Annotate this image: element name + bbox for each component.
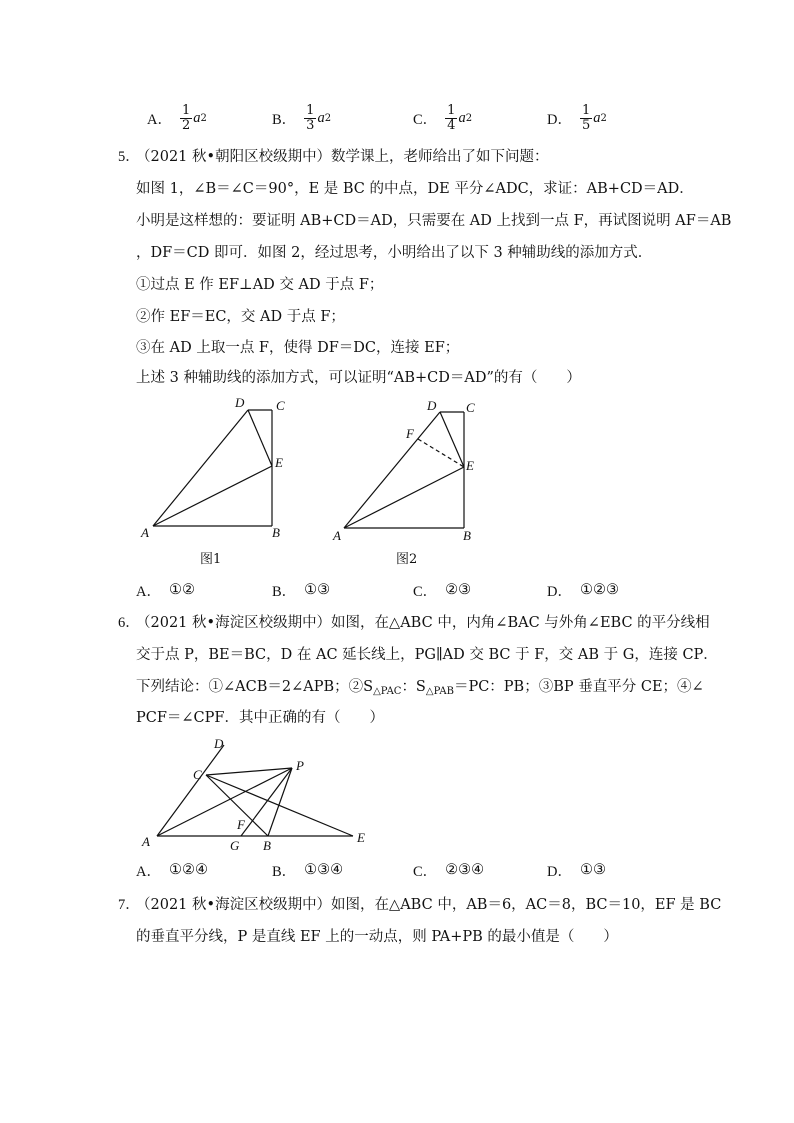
label-d: D bbox=[427, 398, 437, 413]
option-text: ①②③ bbox=[579, 582, 619, 598]
label-g: G bbox=[230, 838, 240, 853]
label-e: E bbox=[357, 830, 365, 845]
option-text: ①③ bbox=[579, 862, 606, 878]
variable: a bbox=[593, 109, 601, 126]
option-text: ①② bbox=[168, 582, 195, 598]
q7-number: 7． bbox=[118, 897, 140, 913]
variable: a bbox=[317, 109, 325, 126]
option-text: ①③④ bbox=[304, 862, 344, 878]
option-text: ②③④ bbox=[445, 862, 485, 878]
option-letter: B． bbox=[272, 111, 297, 128]
option-text: ①②④ bbox=[168, 862, 208, 878]
q5-item-2: ②作 EF＝EC，交 AD 于点 F； bbox=[136, 309, 345, 325]
option-letter: A． bbox=[147, 111, 172, 128]
q6-line-3-part-a: 下列结论：①∠ACB＝2∠APB；②S bbox=[136, 679, 374, 695]
segment-ad bbox=[157, 745, 224, 836]
variable: a bbox=[458, 109, 466, 126]
exponent: 2 bbox=[600, 112, 607, 124]
option-letter: C． bbox=[413, 583, 438, 600]
label-e: E bbox=[466, 458, 474, 473]
option-letter: A． bbox=[136, 863, 161, 880]
label-c: C bbox=[466, 400, 475, 415]
label-f: F bbox=[237, 817, 245, 832]
label-a: A bbox=[141, 525, 149, 540]
label-c: C bbox=[193, 767, 202, 782]
option-letter: B． bbox=[272, 583, 297, 600]
option-letter: D． bbox=[547, 863, 572, 880]
option-letter: D． bbox=[547, 111, 572, 128]
q6-line-2: 交于点 P，BE＝BC，D 在 AC 延长线上，PG∥AD 交 BC 于 F，交 AB 于 G，连接 CP． bbox=[136, 647, 718, 663]
label-d: D bbox=[214, 736, 224, 751]
label-d: D bbox=[235, 395, 245, 410]
variable: a bbox=[193, 109, 201, 126]
fraction-denominator: 5 bbox=[581, 117, 591, 133]
label-a: A bbox=[333, 528, 341, 543]
q6-line-3-sub-1: △PAC bbox=[373, 686, 402, 697]
option-letter: C． bbox=[413, 863, 438, 880]
fraction-denominator: 3 bbox=[306, 117, 315, 133]
q6-option-d[interactable] bbox=[547, 859, 606, 881]
q5-item-3: ③在 AD 上取一点 F，使得 DF＝DC，连接 EF； bbox=[136, 340, 460, 356]
label-a: A bbox=[142, 834, 150, 849]
fraction-denominator: 4 bbox=[447, 117, 456, 133]
q6-line-4: PCF＝∠CPF．其中正确的有（ ） bbox=[136, 710, 384, 726]
q6-option-b[interactable] bbox=[272, 859, 343, 881]
exponent: 2 bbox=[465, 112, 473, 124]
q6-line-3-part-c: ＝PC：PB；③BP 垂直平分 CE；④∠ bbox=[453, 679, 704, 695]
q5-item-1: ①过点 E 作 EF⊥AD 交 AD 于点 F； bbox=[136, 277, 384, 293]
q7-line-2: 的垂直平分线，P 是直线 EF 上的一动点，则 PA+PB 的最小值是（ ） bbox=[136, 929, 618, 945]
fraction-denominator: 2 bbox=[181, 117, 191, 133]
q7-line-1: （2021 秋•海淀区校级期中）如图，在△ABC 中，AB＝6，AC＝8，BC＝10，EF 是 BC bbox=[136, 897, 722, 913]
exponent: 2 bbox=[200, 112, 207, 124]
option-letter: B． bbox=[272, 863, 297, 880]
label-b: B bbox=[272, 525, 280, 540]
q6-line-3-sub-2: △PAB bbox=[425, 686, 454, 697]
option-letter: D． bbox=[547, 583, 572, 600]
q5-line-3: ，DF＝CD 即可．如图 2，经过思考，小明给出了以下 3 种辅助线的添加方式． bbox=[136, 245, 653, 261]
option-text: ①③ bbox=[304, 582, 331, 598]
q5-figure-2-caption: 图2 bbox=[396, 552, 418, 567]
q5-figure-1-caption: 图1 bbox=[200, 552, 222, 567]
exponent: 2 bbox=[324, 112, 332, 124]
fraction-numerator: 1 bbox=[447, 102, 456, 118]
option-letter: A． bbox=[136, 583, 161, 600]
q5-number: 5． bbox=[118, 149, 140, 165]
label-f: F bbox=[406, 426, 414, 441]
label-b: B bbox=[263, 838, 271, 853]
q5-question: 上述 3 种辅助线的添加方式，可以证明“AB+CD＝AD”的有（ ） bbox=[136, 370, 581, 386]
fraction-numerator: 1 bbox=[581, 102, 591, 118]
fraction-numerator: 1 bbox=[181, 102, 191, 118]
segment-gp bbox=[241, 768, 292, 836]
q6-option-c[interactable] bbox=[413, 859, 484, 881]
fraction-numerator: 1 bbox=[306, 102, 315, 118]
q5-line-2: 小明是这样想的：要证明 AB+CD＝AD，只需要在 AD 上找到一点 F，再试图说明 AF＝AB bbox=[136, 213, 732, 229]
option-letter: C． bbox=[413, 111, 438, 128]
q6-number: 6． bbox=[118, 615, 140, 631]
q5-line-1: 如图 1，∠B＝∠C＝90°，E 是 BC 的中点，DE 平分∠ADC，求证：AB+CD＝AD． bbox=[136, 181, 694, 197]
label-e: E bbox=[275, 455, 283, 470]
q6-line-1: （2021 秋•海淀区校级期中）如图，在△ABC 中，内角∠BAC 与外角∠EBC 的平分线相 bbox=[136, 615, 710, 631]
q6-option-a[interactable] bbox=[136, 859, 208, 881]
label-b: B bbox=[463, 528, 471, 543]
q6-line-3-part-b: ：S bbox=[401, 679, 426, 695]
q5-source: （2021 秋•朝阳区校级期中）数学课上，老师给出了如下问题： bbox=[136, 149, 549, 165]
label-p: P bbox=[296, 758, 304, 773]
option-text: ②③ bbox=[445, 582, 472, 598]
label-c: C bbox=[276, 398, 285, 413]
